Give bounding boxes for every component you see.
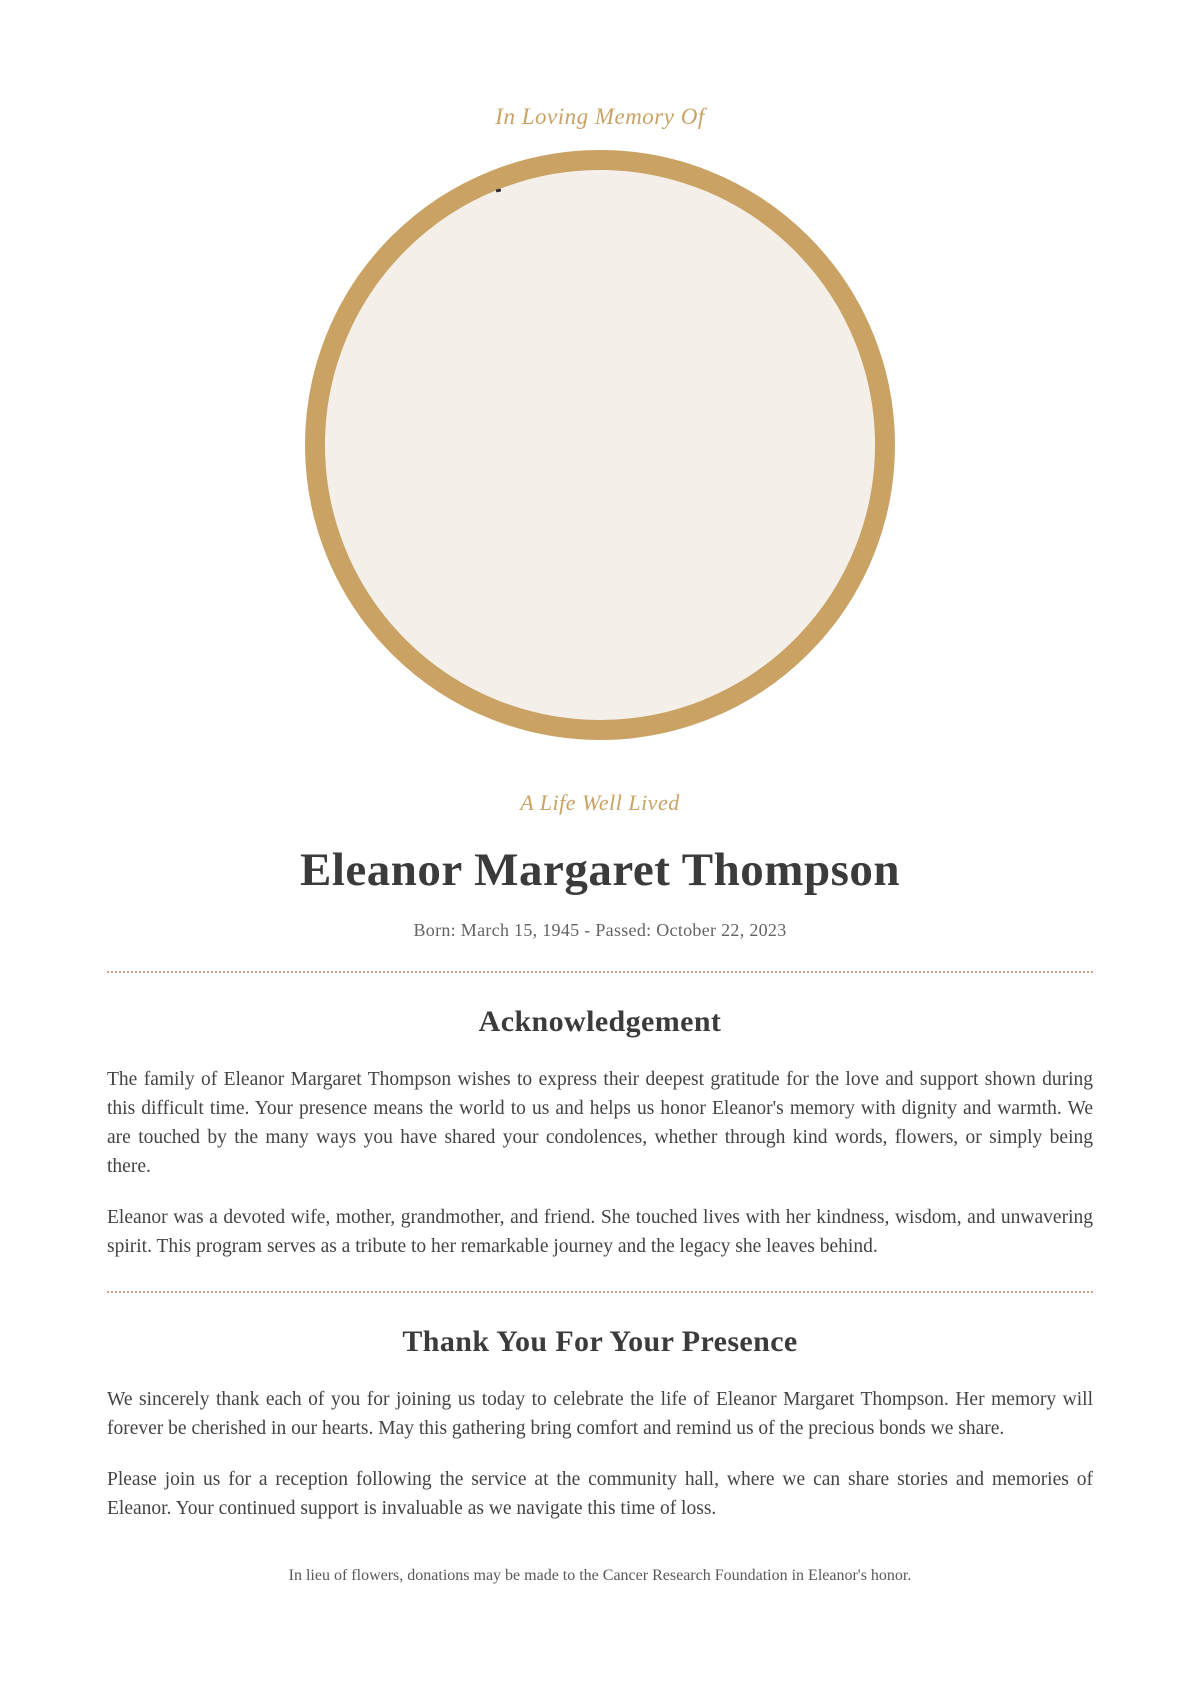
deceased-name-heading: Eleanor Margaret Thompson <box>299 844 901 896</box>
photo-placeholder-circle <box>305 150 895 740</box>
acknowledgement-paragraph-1: The family of Eleanor Margaret Thompson wishes to express their deepest gratitude for the love and support shown during this difficult time. Your presence means the world to us and helps us honor Eleanor's memory with dignity and warmth. We are touched by the many ways you have shared your condolences, whether through kind words, flowers, or simply being there. <box>107 1069 1093 1178</box>
acknowledgement-title: Acknowledgement <box>478 1005 722 1039</box>
section-divider <box>107 1291 1093 1293</box>
tribute-bottom-text: A Life Well Lived <box>520 790 680 815</box>
thank-you-paragraph-2: Please join us for a reception following the service at the community hall, where we can share stories and memories of Eleanor. Your continued support is invaluable as we navigate this time of loss. <box>107 1469 1093 1520</box>
life-dates-text: Born: March 15, 1945 - Passed: October 22, 2023 <box>413 920 787 941</box>
thank-you-title: Thank You For Your Presence <box>402 1325 798 1359</box>
donation-note: In lieu of flowers, donations may be made to the Cancer Research Foundation in Eleanor's honor. <box>288 1567 912 1585</box>
section-divider <box>107 971 1093 973</box>
broken-image-mark <box>496 189 502 193</box>
section-thank-you <box>107 1325 1093 1523</box>
memorial-program-page <box>107 0 1093 1645</box>
thank-you-paragraph-1: We sincerely thank each of you for joining us today to celebrate the life of Eleanor Margaret Thompson. Her memory will forever be cherished in our hearts. May this gathering bring comfort and remind us of the precious bonds we share. <box>107 1389 1093 1440</box>
tribute-top-text: In Loving Memory Of <box>495 104 705 129</box>
acknowledgement-paragraph-2: Eleanor was a devoted wife, mother, grandmother, and friend. She touched lives with her kindness, wisdom, and unwavering spirit. This program serves as a tribute to her remarkable journey and the legacy she leaves behind. <box>107 1207 1093 1258</box>
section-acknowledgement <box>107 1005 1093 1261</box>
